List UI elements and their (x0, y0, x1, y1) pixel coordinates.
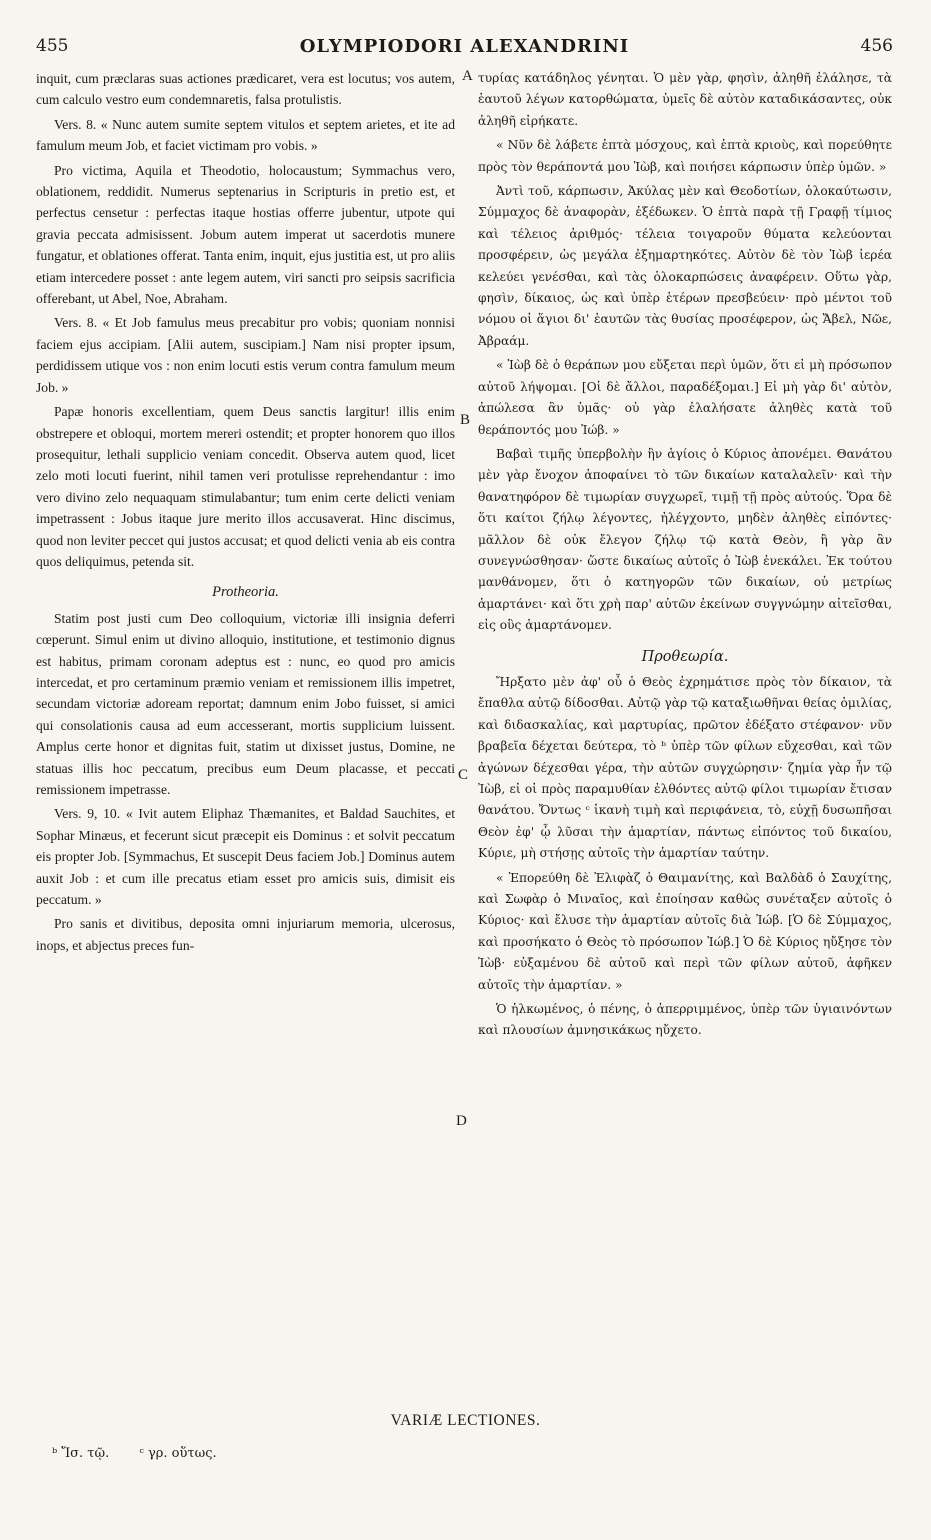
variae-lectiones-title: VARIÆ LECTIONES. (390, 1412, 541, 1429)
greek-paragraph: « Ἐπορεύθη δὲ Ἐλιφὰζ ὁ Θαιμανίτης, καὶ Βαλδὰδ ὁ Σαυχίτης, καὶ Σωφὰρ ὁ Μιναῖος, καὶ ἐποίησαν καθὼς συνέταξεν αὐτοῖς ὁ Κύριος· καὶ ἔλυσε τὴν ἁμαρτίαν αὐτοῖς διὰ Ἰώβ. [Ὁ δὲ Σύμμαχος, καὶ προσήκατο ὁ Θεὸς τὸ πρόσωπον Ἰώβ.] Ὁ δὲ Κύριος ηὔξησε τὸν Ἰὼβ· εὐξαμένου δὲ αὐτοῦ καὶ περὶ τῶν φίλων αὐτοῦ, ἀφῆκεν αὐτοῖς τὴν ἁμαρτίαν. » (478, 870, 892, 992)
latin-paragraph: Pro victima, Aquila et Theodotio, holocaustum; Symmachus vero, oblationem, reddidit. Numerus septenarius in Scripturis in pretio est, et perfectus censetur : perfectas itaque hostias offerre jubentur, utpote qui gravia peccata admisissent. Jobum autem imperat ut sacerdotis munere fungatur, et oblationes offerat. Tanta enim, inquit, ejus justitia est, ut pro aliis etiam intercedere posset : ante legem autem, viri sancti pro seipsis sacrificia offerebant, ut Abel, Noe, Abraham. (36, 162, 455, 307)
latin-paragraph: inquit, cum præclaras suas actiones prædicaret, vera est locutus; vos autem, cum calculo vestro eum condemnaretis, falsa protulistis. (36, 71, 455, 108)
greek-paragraph: « Ἰὼβ δὲ ὁ θεράπων μου εὔξεται περὶ ὑμῶν, ὅτι εἰ μὴ πρόσωπον αὐτοῦ λήψομαι. [Οἱ δὲ ἄλλοι, παραδέξομαι.] Εἰ μὴ γὰρ δι' αὐτὸν, ἀπώλεσα ἂν ὑμᾶς· οὐ γὰρ ἐλαλήσατε ἀληθὲς κατὰ τοῦ θεράποντός μου Ἰώβ. » (478, 358, 892, 437)
greek-paragraph: τυρίας κατάδηλος γένηται. Ὁ μὲν γὰρ, φησὶν, ἀληθῆ ἐλάλησε, τὰ ἑαυτοῦ λέγων κατορθώματα, ὑμεῖς δὲ αὐτὸν καταδικάσαντες, οὐκ ἀληθῆ εἰρήκατε. (478, 71, 892, 128)
greek-paragraph: Ὁ ἡλκωμένος, ὁ πένης, ὁ ἀπερριμμένος, ὑπὲρ τῶν ὑγιαινόντων καὶ πλουσίων ἀμνησικάκως ηὔχετο. (478, 1002, 892, 1038)
latin-paragraph: Vers. 9, 10. « Ivit autem Eliphaz Thæmanites, et Baldad Sauchites, et Sophar Minæus, et fecerunt sicut præcepit eis Dominus : et solvit peccatum eis propter Job. [Symmachus, Et suscepit Deus faciem Job.] Dominus autem auxit Job : et cum ille precatus etiam esset pro amicis suis, dimisit eis peccatum. » (36, 806, 455, 908)
margin-marker-b: B (460, 412, 471, 428)
margin-marker-a: A (462, 68, 473, 84)
page-header (36, 36, 893, 62)
latin-paragraph: Papæ honoris excellentiam, quem Deus sanctis largitur! illis enim obstrepere et obloqui, mortem mereri ostendit; et propter honorem quo illos prosequitur, lethali supplicio veniam concedit. Observa autem quod, licet zelo moti locuti fuerint, nihil tamen veri protulisse reprehendantur : imo vero divino zelo nequaquam stimulabantur; tum enim certe delicti veniam impetrassent : Jobus itaque jure merito illos accusaverat. Hinc discimus, quod non leviter peccet qui justos accusat; et quod delicti venia ab eis contra quos deliquimus, petenda sit. (36, 404, 455, 569)
page-number-left: 455 (36, 36, 69, 56)
greek-column (478, 68, 892, 1045)
greek-section-title: Προθεωρία. (641, 648, 729, 665)
running-title: OLYMPIODORI ALEXANDRINI (299, 36, 630, 57)
greek-paragraph: Ἤρξατο μὲν ἀφ' οὗ ὁ Θεὸς ἐχρημάτισε πρὸς τὸν δίκαιον, τὰ ἔπαθλα αὐτῷ δίδοσθαι. Αὐτῷ γὰρ τῷ καταξιωθῆναι θείας ὁμιλίας, καὶ διδασκαλίας, καὶ μαρτυρίας, πρῶτον ἐδέξατο στέφανον· νῦν βραβεῖα δέχεται δεύτερα, τὸ ᵇ ὑπὲρ τῶν φίλων εὔχεσθαι, καὶ τῶν ἀγώνων δέχεσθαι γέρα, τὴν αὐτῶν συγχώρησιν· ζημία γὰρ ἦν τῷ Ἰὼβ, εἰ οἱ πρὸς παραμυθίαν ἐλθόντες αὐτῷ φίλοι τιμωρίαν ἔτισαν θανάτου. Ὄντως ᶜ ἱκανὴ τιμὴ καὶ περιφάνεια, τὸ, εὐχῇ δυσωπῆσαι Θεὸν ἐφ' ᾧ λῦσαι τὴν ἁμαρτίαν, πάντως εἰπόντος τοῦ δικαίου, Κύριε, μὴ στήσῃς αὐτοῖς τὴν ἁμαρτίαν ταύτην. (478, 674, 892, 861)
latin-column (36, 68, 455, 959)
page-number-right: 456 (860, 36, 893, 56)
footnote-c: ᶜ γρ. οὕτως. (139, 1446, 217, 1461)
margin-marker-c: C (458, 767, 469, 783)
margin-marker-d: D (456, 1113, 467, 1129)
latin-paragraph: Statim post justi cum Deo colloquium, victoriæ illi insignia deferri cœperunt. Simul enim ut divino alloquio, institutione, et testimonio dignus est habitus, primam coronam adeptus est : nunc, eo quod pro amicis intercedat, et pro certaminum præmio veniam et remissionem illis impetret, secundam victoriæ adoream reportat; damnum enim Jobo fuisset, si amici qui consolationis causa ad eum accesserant, mortis supplicium luissent. Amplus certe honor et dignitas fuit, statim ut dixisset justus, Domine, ne statuas illis hoc peccatum, precibus eum Deum placasse, et peccati remissionem impetrasse. (36, 610, 455, 797)
latin-paragraph: Pro sanis et divitibus, deposita omni injuriarum memoria, ulcerosus, inops, et abjectus preces fun- (36, 916, 455, 953)
footnotes (52, 1446, 243, 1461)
footnote-b: ᵇ Ἴσ. τῷ. (52, 1446, 110, 1461)
latin-paragraph: Vers. 8. « Nunc autem sumite septem vitulos et septem arietes, et ite ad famulum meum Job, et faciet victimam pro vobis. » (36, 116, 455, 154)
greek-paragraph: « Νῦν δὲ λάβετε ἑπτὰ μόσχους, καὶ ἑπτὰ κριοὺς, καὶ πορεύθητε πρὸς τὸν θεράποντά μου Ἰὼβ, καὶ ποιήσει κάρπωσιν ὑπὲρ ὑμῶν. » (478, 138, 892, 174)
greek-paragraph: Βαβαὶ τιμῆς ὑπερβολὴν ἣν ἁγίοις ὁ Κύριος ἀπονέμει. Θανάτου μὲν γὰρ ἔνοχον ἀποφαίνει τὸ τῶν δικαίων καταλαλεῖν· καὶ τὴν θανατηφόρον δὲ τιμωρίαν συγχωρεῖ, τιμῇ τῇ πρὸς αὐτούς. Ὅρα δὲ ὅτι καίτοι ζήλῳ λέγοντες, ἠλέγχοντο, μηδὲν ἀληθὲς εἰπόντες· μᾶλλον δὲ οὐκ ἔλεγον ζήλῳ τῷ κατὰ Θεὸν, ἢ γὰρ ἂν συνεγνώσθησαν· ὥστε δικαίως αὐτοῖς ὁ Ἰὼβ ἐνεκάλει. Ἐκ τούτου μανθάνομεν, ὅτι ὁ κατηγορῶν τῶν δικαίων, οὐ μετρίως ἁμαρτάνει· καὶ ὅτι χρὴ παρ' αὐτῶν ἐκείνων συγγνώμην αἰτεῖσθαι, εἰς οὓς ἁμαρτάνομεν. (478, 446, 892, 633)
latin-paragraph: Vers. 8. « Et Job famulus meus precabitur pro vobis; quoniam nonnisi faciem ejus accipiam. [Alii autem, suscipiam.] Nam nisi propter ipsum, perdidissem utique vos : non enim locuti estis verum contra famulum meum Job. » (36, 315, 455, 395)
greek-paragraph: Ἀντὶ τοῦ, κάρπωσιν, Ἀκύλας μὲν καὶ Θεοδοτίων, ὁλοκαύτωσιν, Σύμμαχος δὲ ἀναφορὰν, ἐξέδωκεν. Ὁ ἑπτὰ παρὰ τῇ Γραφῇ τίμιος καὶ τέλειος ἀριθμός· τέλεια τοιγαροῦν θύματα κελεύονται προσφέρειν, ὡς μεγάλα ἐξημαρτηκότες. Αὐτὸν δὲ τὸν Ἰὼβ ἱερέα κελεύει γενέσθαι, καὶ τὰς ὁλοκαρπώσεις ἀναφέρειν. Οὕτω γὰρ, φησὶν, δίκαιος, ὡς καὶ ὑπὲρ ἑτέρων πρεσβεύειν· πρὸ μέντοι τοῦ νόμου οἱ ἅγιοι δι' ἑαυτῶν τὰς θυσίας προσέφερον, ὡς Ἄβελ, Νῶε, Ἀβραάμ. (478, 184, 892, 348)
latin-section-title: Protheoria. (212, 584, 279, 601)
